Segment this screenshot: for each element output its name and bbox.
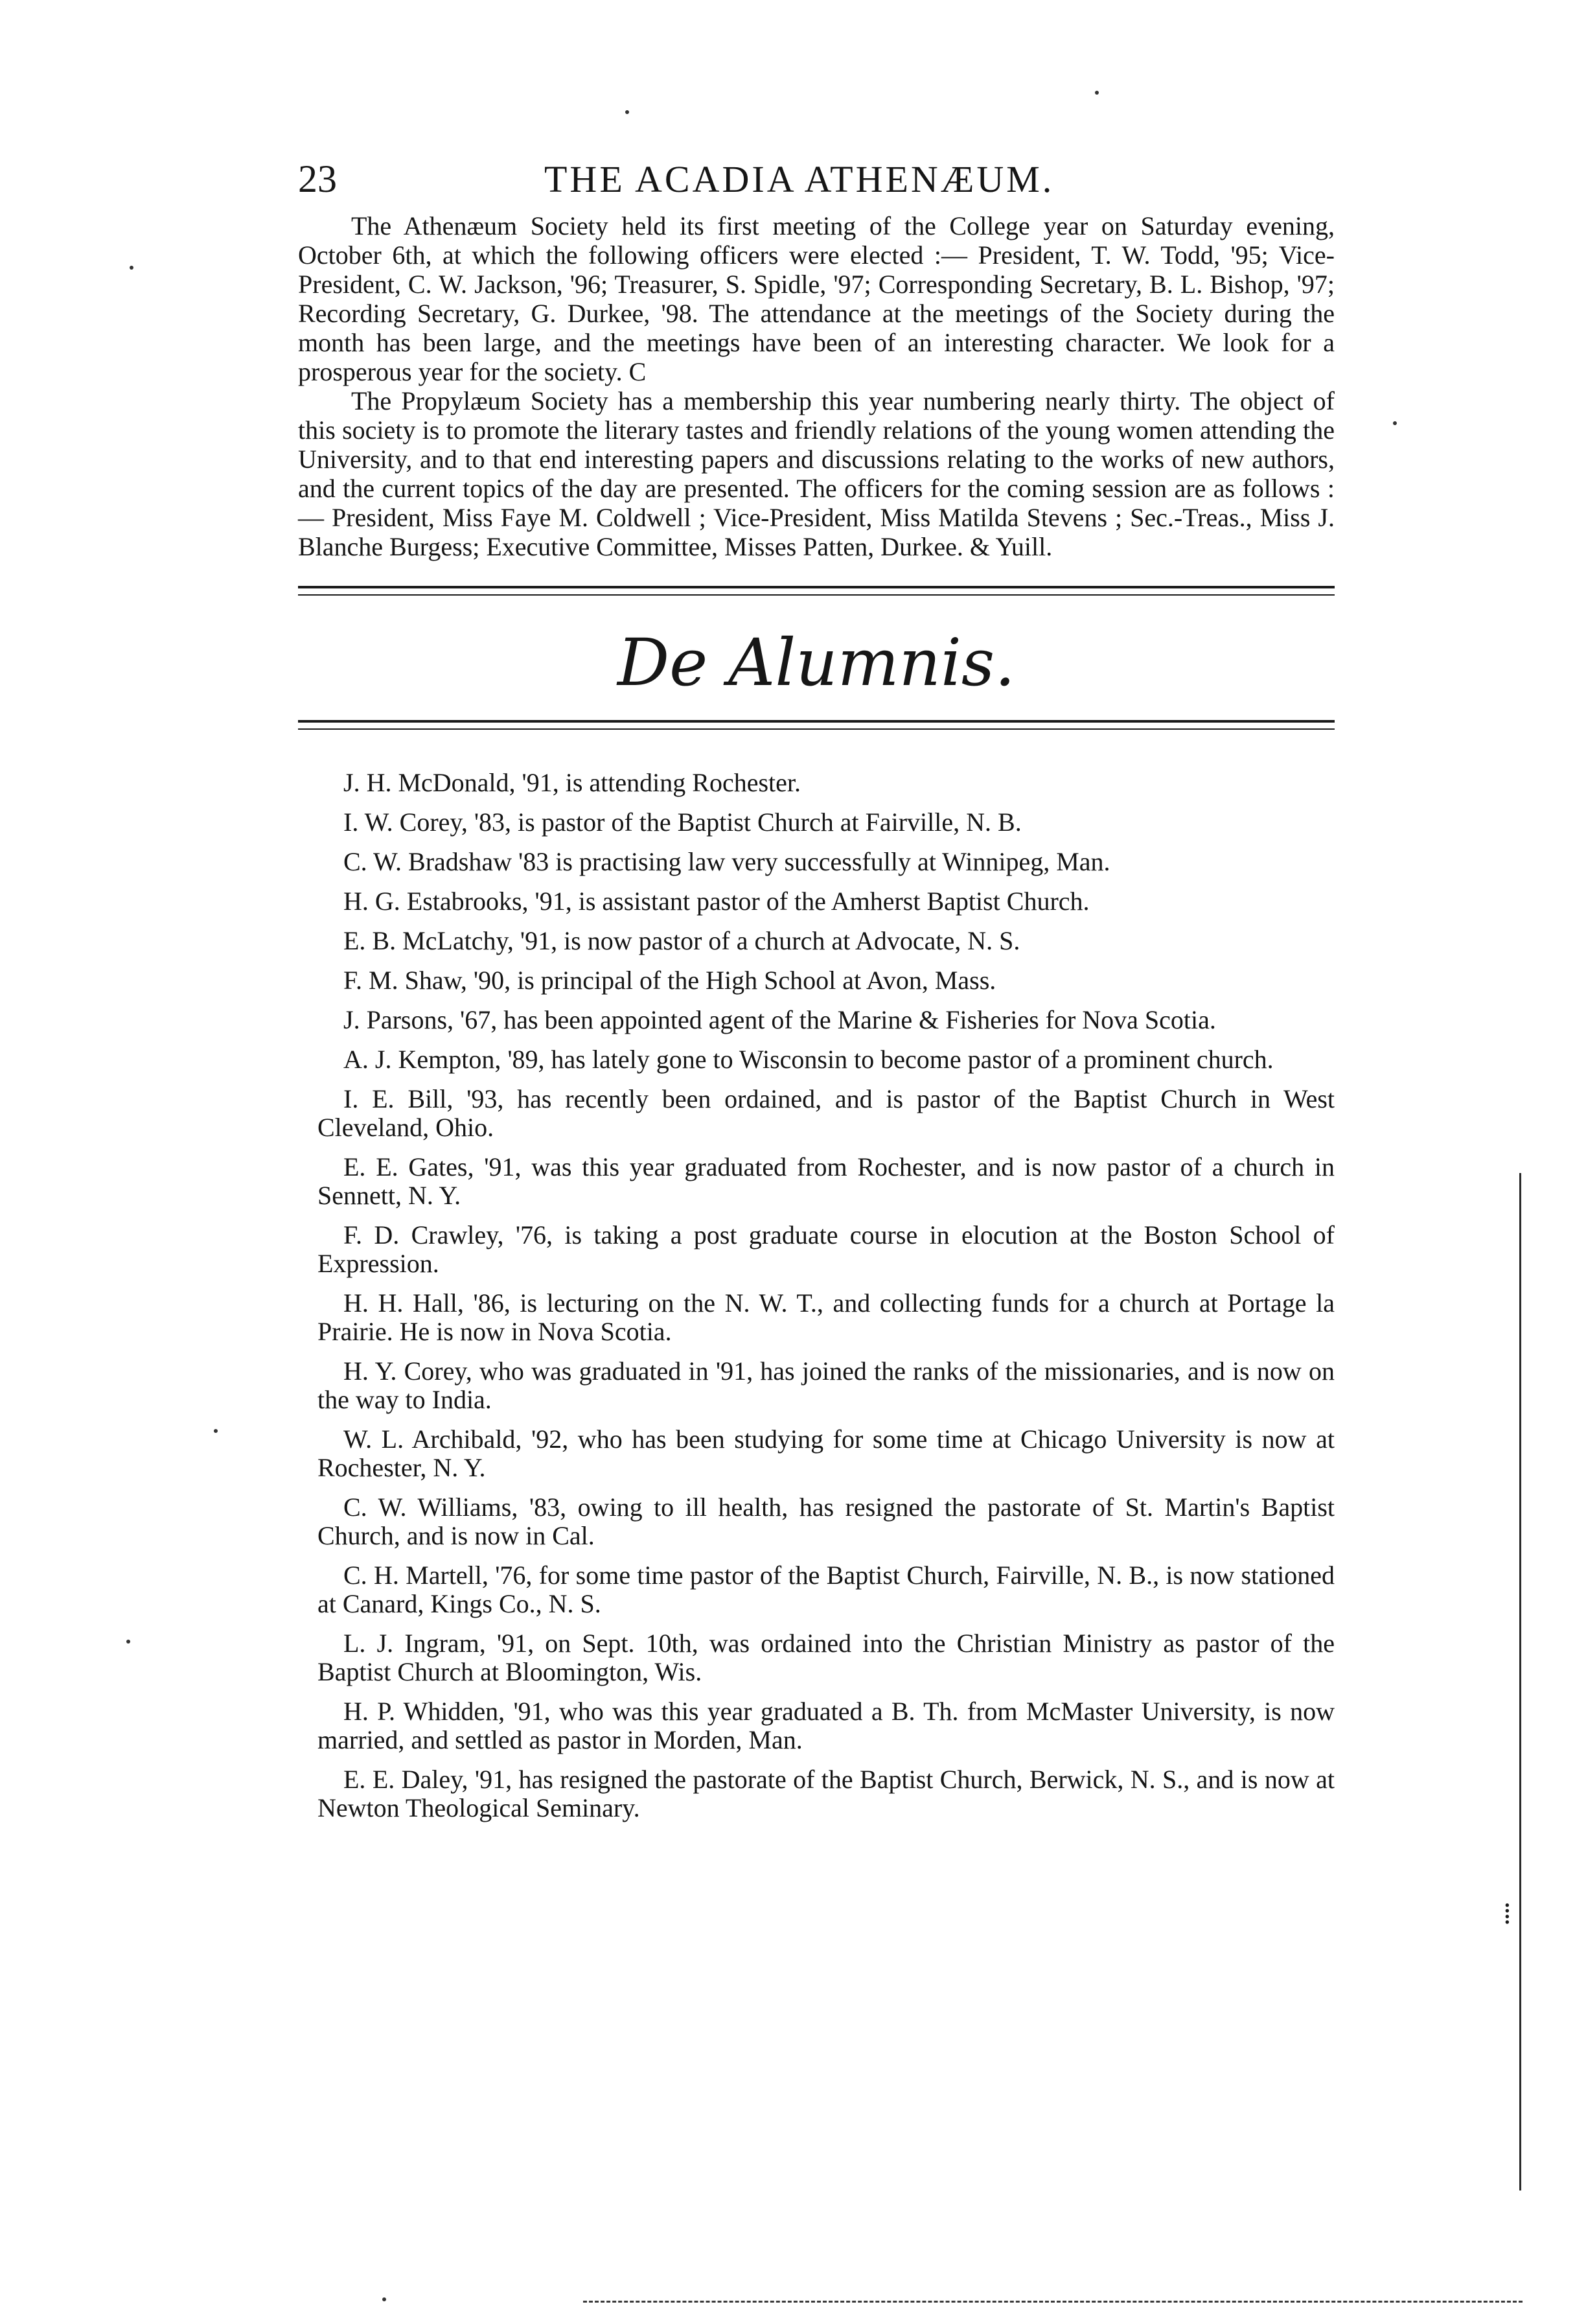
list-item: H. Y. Corey, who was graduated in '91, has joined the ranks of the missionaries, and is now on the way to India. <box>317 1356 1335 1414</box>
scan-speck <box>1393 421 1397 425</box>
list-item: E. E. Gates, '91, was this year graduated from Rochester, and is now pastor of a church in Sennett, N. Y. <box>317 1152 1335 1210</box>
scan-speck <box>130 266 133 270</box>
list-item: H. H. Hall, '86, is lecturing on the N. W. T., and collecting funds for a church at Portage la Prairie. He is now in Nova Scotia. <box>317 1288 1335 1346</box>
list-item: E. E. Daley, '91, has resigned the pastorate of the Baptist Church, Berwick, N. S., and is now at Newton Theological Seminary. <box>317 1765 1335 1822</box>
athenaeum-society-paragraph: The Athenæum Society held its first meeting of the College year on Saturday evening, October 6th, at which the following officers were elected :— President, T. W. Todd, '95; Vice-President, C. W. Jackson, '96; Treasurer, S. Spidle, '97; Corresponding Secretary, B. L. Bishop, '97; Recording Secretary, G. Durkee, '98. The attendance at the meetings of the Society during the month has been large, and the meetings have been of an interesting character. We look for a prosperous year for the society. C <box>298 211 1335 386</box>
list-item: H. G. Estabrooks, '91, is assistant pastor of the Amherst Baptist Church. <box>343 887 1090 916</box>
propylaeum-society-paragraph: The Propylæum Society has a membership this year numbering nearly thirty. The object of this society is to promote the literary tastes and friendly relations of the young women attending the University, and to that end interesting papers and discussions relating to the works of new authors, and the current topics of the day are presented. The officers for the coming session are as follows :— President, Miss Faye M. Coldwell ; Vice-President, Miss Matilda Stevens ; Sec.-Treas., Miss J. Blanche Burgess; Executive Committee, Misses Patten, Durkee. & Yuill. <box>298 386 1335 561</box>
page <box>298 156 1335 1833</box>
scan-speck <box>382 2297 386 2301</box>
list-item: F. D. Crawley, '76, is taking a post graduate course in elocution at the Boston School of Expression. <box>317 1220 1335 1278</box>
society-notes <box>298 211 1335 561</box>
list-item: A. J. Kempton, '89, has lately gone to Wisconsin to become pastor of a prominent church. <box>343 1045 1274 1074</box>
list-item: H. P. Whidden, '91, who was this year graduated a B. Th. from McMaster University, is now married, and settled as pastor in Morden, Man. <box>317 1697 1335 1754</box>
list-item: F. M. Shaw, '90, is principal of the High School at Avon, Mass. <box>343 966 996 995</box>
list-item: C. W. Williams, '83, owing to ill health, has resigned the pastorate of St. Martin's Baptist Church, and is now in Cal. <box>317 1493 1335 1550</box>
list-item: J. H. McDonald, '91, is attending Rochester. <box>343 768 801 797</box>
section-heading: De Alumnis. <box>617 625 1016 701</box>
section-rule-top <box>298 586 1335 596</box>
list-item: E. B. McLatchy, '91, is now pastor of a church at Advocate, N. S. <box>343 926 1020 955</box>
running-title: THE ACADIA ATHENÆUM. <box>544 158 1055 200</box>
scan-speck <box>126 1640 130 1644</box>
bottom-scan-rule <box>583 2301 1523 2303</box>
alumni-notes-list <box>298 769 1335 1822</box>
list-item: W. L. Archibald, '92, who has been studying for some time at Chicago University is now at Rochester, N. Y. <box>317 1424 1335 1482</box>
list-item: I. E. Bill, '93, has recently been ordained, and is pastor of the Baptist Church in West Cleveland, Ohio. <box>317 1084 1335 1142</box>
scan-speck <box>1095 91 1099 95</box>
scan-speck <box>625 110 629 114</box>
section-rule-bottom <box>298 720 1335 730</box>
list-item: I. W. Corey, '83, is pastor of the Baptist Church at Fairville, N. B. <box>343 808 1022 837</box>
margin-scan-line <box>1519 1173 1521 2190</box>
page-header <box>298 156 1335 211</box>
page-number: 23 <box>298 157 337 200</box>
list-item: J. Parsons, '67, has been appointed agent of the Marine & Fisheries for Nova Scotia. <box>343 1005 1216 1034</box>
margin-scan-marks: ⁞ <box>1503 1897 1512 1930</box>
scan-speck <box>214 1429 218 1433</box>
list-item: C. H. Martell, '76, for some time pastor of the Baptist Church, Fairville, N. B., is now stationed at Canard, Kings Co., N. S. <box>317 1561 1335 1618</box>
list-item: L. J. Ingram, '91, on Sept. 10th, was ordained into the Christian Ministry as pastor of the Baptist Church at Bloomington, Wis. <box>317 1629 1335 1686</box>
list-item: C. W. Bradshaw '83 is practising law very successfully at Winnipeg, Man. <box>343 847 1110 876</box>
